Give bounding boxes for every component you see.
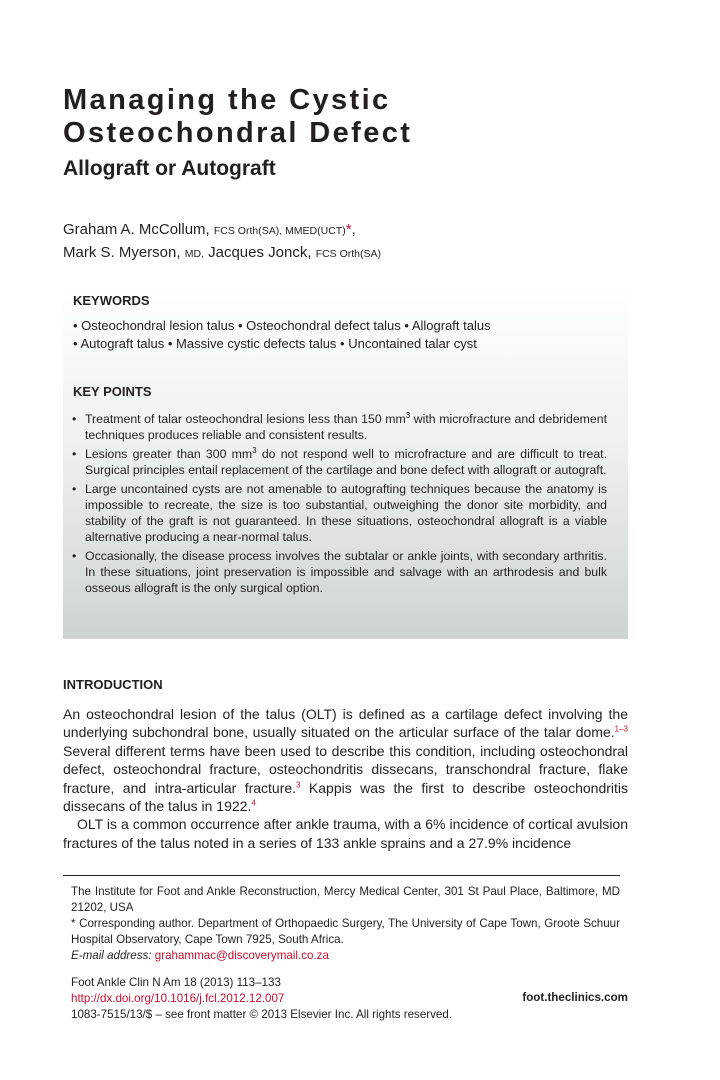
affiliation: The Institute for Foot and Ankle Reconstruction, Mercy Medical Center, 301 St Paul Place, Baltimore, MD 21202, USA (71, 885, 620, 914)
reference-link[interactable]: 4 (251, 798, 256, 808)
bullet-icon: • (72, 482, 77, 496)
author-list (63, 219, 381, 265)
author-line-2 (63, 242, 381, 265)
citation-block (71, 975, 452, 1023)
keywords-line: • Autograft talus • Massive cystic defects talus • Uncontained talar cyst (73, 336, 477, 351)
email-link[interactable]: grahammac@discoverymail.co.za (154, 949, 329, 962)
author-degrees: FCS Orth(SA) (315, 248, 382, 260)
article-subtitle: Allograft or Autograft (63, 157, 276, 180)
email-label: E-mail address: (71, 949, 152, 962)
introduction-heading: INTRODUCTION (63, 677, 163, 692)
corresponding-author-mark[interactable]: * (345, 221, 352, 238)
key-point-item: • Treatment of talar osteochondral lesions less than 150 $mm^3$ with microfracture and debridement techniques produces reliable and consistent results. (72, 410, 607, 442)
key-point-item: • Large uncontained cysts are not amenable to autografting techniques because the anatomy is impossible to recreate, the size is too substantial, outweighing the donor site morbidity, and stability of the graft is not guaranteed. In these situations, osteochondral allograft is a viable alternative producing a near-normal talus. (72, 482, 607, 544)
paragraph: OLT is a common occurrence after ankle trauma, with a 6% incidence of cortical avulsion fractures of the talus noted in a series of 133 ankle sprains and a 27.9% incidence (63, 816, 628, 851)
paragraph: An osteochondral lesion of the talus (OLT) is defined as a cartilage defect involving the underlying subchondral bone, usually situated on the articular surface of the talar dome.$^{1-3}$ Several different terms have been used to describe this condition, including osteochondral defect, osteochondral fracture, osteochondritis dissecans, transchondral fracture, flake fracture, and intra-articular fracture.$^3$ Kappis was the first to describe osteochondritis dissecans of the talus in 1922.$^4$ (63, 706, 628, 815)
author-name: Jacques Jonck, (208, 244, 312, 261)
footnotes (71, 884, 620, 964)
keywords-line: • Osteochondral lesion talus • Osteochondral defect talus • Allograft talus (73, 318, 491, 333)
reference-link[interactable]: 1–3 (614, 724, 628, 734)
author-degrees: FCS Orth(SA), MMED(UCT) (213, 225, 346, 237)
title-line-2: Osteochondral Defect (63, 117, 413, 149)
footnote-divider (63, 875, 620, 876)
bullet-icon: • (72, 447, 77, 461)
email-line (71, 948, 620, 964)
key-points-list (72, 411, 607, 599)
author-separator: , (351, 221, 356, 238)
corresponding-author: * Corresponding author. Department of Orthopaedic Surgery, The University of Cape Town, Groote Schuur Hospital Observatory, Cape Town 7925, South Africa. (71, 917, 620, 946)
key-point-item: • Lesions greater than 300 $mm^3$ do not respond well to microfracture and are difficult to treat. Surgical principles entail replacement of the cartilage and bone defect with allograft or autograft. (72, 445, 608, 477)
copyright-line: 1083-7515/13/$ – see front matter © 2013 Elsevier Inc. All rights reserved. (71, 1008, 453, 1021)
journal-site[interactable]: foot.theclinics.com (522, 991, 628, 1004)
author-name: Graham A. McCollum, (63, 221, 210, 238)
author-degrees: MD, (184, 248, 204, 260)
author-name: Mark S. Myerson, (63, 244, 181, 261)
article-title (63, 84, 412, 150)
bullet-icon: • (72, 549, 77, 563)
reference-link[interactable]: 3 (296, 779, 301, 789)
doi-link[interactable]: http://dx.doi.org/10.1016/j.fcl.2012.12.007 (71, 992, 285, 1005)
bullet-icon: • (72, 412, 77, 426)
author-line-1 (63, 219, 381, 242)
keywords-heading: KEYWORDS (73, 293, 150, 308)
title-line-1: Managing the Cystic (63, 84, 391, 116)
introduction-body (63, 705, 628, 852)
keywords-keypoints-box (63, 283, 628, 639)
key-point-item: • Occasionally, the disease process involves the subtalar or ankle joints, with secondary arthritis. In these situations, joint preservation is impossible and salvage with an arthrodesis and bulk osseous allograft is the only surgical option. (72, 549, 607, 595)
key-points-heading: KEY POINTS (73, 384, 152, 399)
journal-citation: Foot Ankle Clin N Am 18 (2013) 113–133 (71, 976, 281, 989)
